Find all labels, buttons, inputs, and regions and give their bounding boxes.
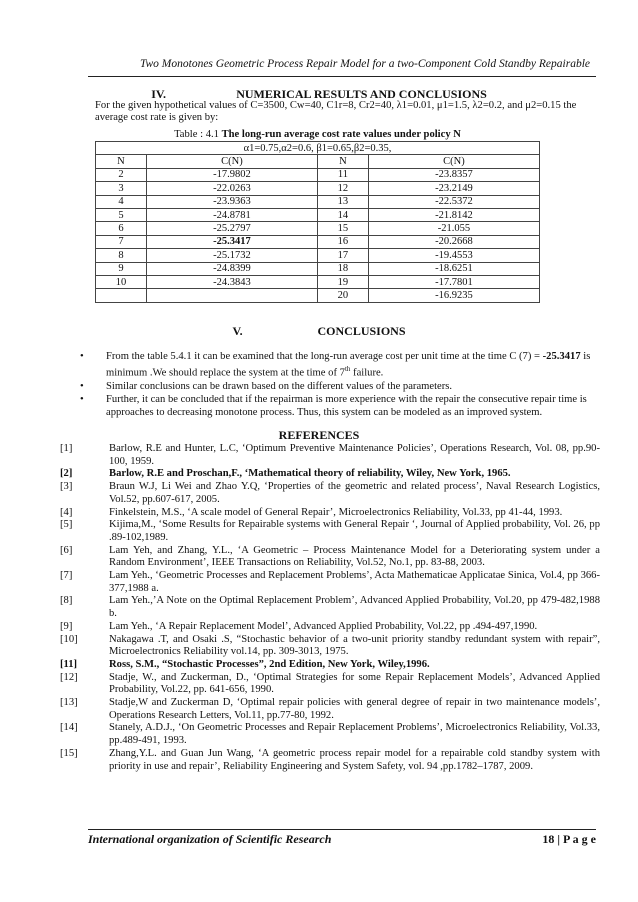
reference-item <box>60 659 600 672</box>
table-cell: -23.8357 <box>368 168 539 181</box>
table-cell: -17.9802 <box>146 168 317 181</box>
table-cell <box>146 289 317 302</box>
reference-number: [2] <box>60 468 73 480</box>
reference-text: Kijima,M., ‘Some Results for Repairable systems with General Repair ‘, Journal of Applied probability, Vol. 26, pp .89-102,1989. <box>109 519 600 543</box>
table-row <box>96 222 540 235</box>
reference-item <box>60 621 600 634</box>
table-cell: -24.8781 <box>146 208 317 221</box>
table-row <box>96 289 540 302</box>
reference-number: [9] <box>60 620 73 632</box>
table-row <box>96 262 540 275</box>
reference-item <box>60 748 600 773</box>
bullet-icon: • <box>80 380 84 392</box>
conclusion-item: • Further, it can be concluded that if the repairman is more experience with the repair the consecutive repair time is approaches to decreasing monotone process. Thus, this system can be modeled as an improved system. <box>80 394 587 419</box>
reference-text: Stadje, W., and Zuckerman, D., ‘Optimal Strategies for some Repair Replacement Models’, Advanced Applied Probability, Vol.22, pp. 641-656, 1990. <box>109 671 600 696</box>
reference-text: Lam Yeh., ‘A Repair Replacement Model’, Advanced Applied Probability, Vol.22, pp .494-497,1990. <box>109 620 538 632</box>
table-cell: -25.1732 <box>146 249 317 262</box>
reference-number: [3] <box>60 481 73 493</box>
table-cell: -20.2668 <box>368 235 539 248</box>
section-4-number: IV. <box>151 87 166 101</box>
table-cell: -25.2797 <box>146 222 317 235</box>
reference-text: Lam Yeh.,’A Note on the Optimal Replacement Problem’, Advanced Applied Probability, Vol.20, pp 479-482,1988 b. <box>109 595 600 620</box>
header-divider <box>88 76 596 77</box>
reference-number: [5] <box>60 519 73 531</box>
table-cell: 5 <box>96 208 147 221</box>
table-caption-title: The long-run average cost rate values under policy N <box>221 129 461 140</box>
reference-item <box>60 519 600 544</box>
reference-number: [13] <box>60 697 78 709</box>
section-5-number: V. <box>232 324 243 338</box>
table-row <box>96 275 540 288</box>
table-cell: 17 <box>317 249 368 262</box>
reference-number: [12] <box>60 671 78 683</box>
bullet-icon: • <box>80 394 84 406</box>
reference-item <box>60 722 600 747</box>
table-cell: 9 <box>96 262 147 275</box>
table-cell: 6 <box>96 222 147 235</box>
table-cell: 15 <box>317 222 368 235</box>
table-header-cell: N <box>317 155 368 168</box>
reference-text: Nakagawa .T, and Osaki .S, “Stochastic behavior of a two-unit priority standby redundant system with repair”, Microelectronics Reliability vol.14, pp. 309-3013, 1975. <box>109 633 600 658</box>
table-cell: 20 <box>317 289 368 302</box>
table-cell: -22.5372 <box>368 195 539 208</box>
reference-number: [15] <box>60 747 78 759</box>
table-row <box>96 208 540 221</box>
references-heading: REFERENCES <box>278 428 360 442</box>
table-header-row <box>96 155 540 168</box>
table-cell: 12 <box>317 182 368 195</box>
bullet-icon: • <box>80 351 84 362</box>
footer-divider <box>88 829 596 830</box>
references-list <box>60 443 600 773</box>
table-cell: -21.055 <box>368 222 539 235</box>
running-header: Two Monotones Geometric Process Repair Model for a two-Component Cold Standby Repairable <box>139 58 590 70</box>
table-cell: -22.0263 <box>146 182 317 195</box>
table-header-cell: N <box>96 155 147 168</box>
reference-item <box>60 443 600 468</box>
conclusion-item: • Similar conclusions can be drawn based on the different values of the parameters. <box>80 380 453 392</box>
reference-item <box>60 481 600 506</box>
reference-number: [14] <box>60 722 78 734</box>
reference-item <box>60 672 600 697</box>
reference-number: [4] <box>60 506 73 518</box>
table-cell: -25.3417 <box>146 235 317 248</box>
conclusions-list <box>78 350 598 420</box>
table-cell: -21.8142 <box>368 208 539 221</box>
reference-text: Stadje,W and Zuckerman D, ‘Optimal repair policies with general degree of repair in two maintenance models’, Operations Research Letters, Vol.11, pp.77-80, 1992. <box>109 697 600 721</box>
table-cell: 16 <box>317 235 368 248</box>
table-cell: 3 <box>96 182 147 195</box>
footer-page-number: 18 | P a g e <box>542 832 596 846</box>
table-row <box>96 168 540 181</box>
table-caption <box>95 129 540 140</box>
reference-item <box>60 595 600 620</box>
section-4-intro: For the given hypothetical values of C=3500, Cw=40, C1r=8, Cr2=40, λ1=0.01, μ1=1.5, λ2=0.2, and μ2=0.15 the average cost rate is given by: <box>95 100 577 123</box>
table-cell: -24.8399 <box>146 262 317 275</box>
table-row <box>96 249 540 262</box>
table-cell: -17.7801 <box>368 275 539 288</box>
reference-number: [11] <box>60 658 78 670</box>
table-cell: -19.4553 <box>368 249 539 262</box>
table-cell: 8 <box>96 249 147 262</box>
reference-item <box>60 697 600 722</box>
reference-item <box>60 507 600 520</box>
reference-text: Braun W.J, Li Wei and Zhao Y.Q, ‘Properties of the geometric and related process’, Naval Research Logistics, Vol.52, pp.607-617, 2005. <box>109 481 600 505</box>
reference-number: [10] <box>60 633 78 645</box>
table-row <box>96 195 540 208</box>
table-cell <box>96 289 147 302</box>
reference-text: Lam Yeh., ‘Geometric Processes and Replacement Problems’, Acta Mathematicae Applicatae Sinica, Vol.4, pp 366-377,1988 a. <box>109 570 600 594</box>
table-cell: -16.9235 <box>368 289 539 302</box>
reference-number: [1] <box>60 443 73 454</box>
reference-item <box>60 468 600 481</box>
table-cell: 13 <box>317 195 368 208</box>
reference-text: Ross, S.M., “Stochastic Processes”, 2nd Edition, New York, Wiley,1996. <box>109 658 430 670</box>
reference-text: Barlow, R.E and Hunter, L.C, ‘Optimum Preventive Maintenance Policies’, Operations Research, Vol. 08, pp.90-100, 1959. <box>109 443 600 467</box>
table-row <box>96 235 540 248</box>
minimum-cost-value: -25.3417 <box>542 351 581 362</box>
table-cell: 4 <box>96 195 147 208</box>
cost-rate-table <box>95 141 540 303</box>
table-caption-prefix: Table : 4.1 <box>174 129 219 140</box>
table-cell: 18 <box>317 262 368 275</box>
table-cell: 2 <box>96 168 147 181</box>
conclusion-item: • From the table 5.4.1 it can be examined that the long-run average cost per unit time at the time C (7) = -25.3417 is minimum .We should replace the system at the time of 7th failure. <box>80 351 591 379</box>
table-cell: 14 <box>317 208 368 221</box>
table-cell: -23.9363 <box>146 195 317 208</box>
reference-text: Barlow, R.E and Proschan,F., ‘Mathematical theory of reliability, Wiley, New York, 1965. <box>109 468 511 480</box>
section-5-heading <box>0 324 638 339</box>
footer-journal: International organization of Scientific Research <box>88 832 332 846</box>
table-cell: -23.2149 <box>368 182 539 195</box>
table-cell: 11 <box>317 168 368 181</box>
reference-text: Lam Yeh, and Zhang, Y.L., ‘A Geometric – Process Maintenance Model for a Deteriorating system under a Random Environment’, IEEE Transactions on Reliability, Vol.52, No.1, pp. 83-88, 2003. <box>109 544 600 569</box>
table-header-cell: C(N) <box>368 155 539 168</box>
reference-text: Finkelstein, M.S., ‘A scale model of General Repair’, Microelectronics Reliability, Vol.33, pp 41-44, 1993. <box>109 506 563 518</box>
reference-text: Zhang,Y.L. and Guan Jun Wang, ‘A geometric process repair model for a repairable cold standby system with priority in use and repair’, Reliability Engineering and System Safety, vol. 94 ,pp.1782–1787, 2009. <box>109 747 600 772</box>
reference-item <box>60 570 600 595</box>
table-cell: 7 <box>96 235 147 248</box>
reference-number: [8] <box>60 595 73 607</box>
reference-number: [7] <box>60 570 73 582</box>
table-cell: -18.6251 <box>368 262 539 275</box>
reference-text: Stanely, A.D.J., ‘On Geometric Processes and Repair Replacement Problems’, Microelectronics Reliability, Vol.33, pp.489-491, 1993. <box>109 722 600 747</box>
table-cell: 10 <box>96 275 147 288</box>
table-header-cell: C(N) <box>146 155 317 168</box>
table-params-row: α1=0.75,α2=0.6, β1=0.65,β2=0.35, <box>96 142 540 155</box>
table-row <box>96 182 540 195</box>
section-4-title: NUMERICAL RESULTS AND CONCLUSIONS <box>236 87 487 101</box>
reference-number: [6] <box>60 544 73 556</box>
reference-item <box>60 545 600 570</box>
table-cell: 19 <box>317 275 368 288</box>
section-5-title: CONCLUSIONS <box>317 324 406 338</box>
table-cell: -24.3843 <box>146 275 317 288</box>
reference-item <box>60 634 600 659</box>
